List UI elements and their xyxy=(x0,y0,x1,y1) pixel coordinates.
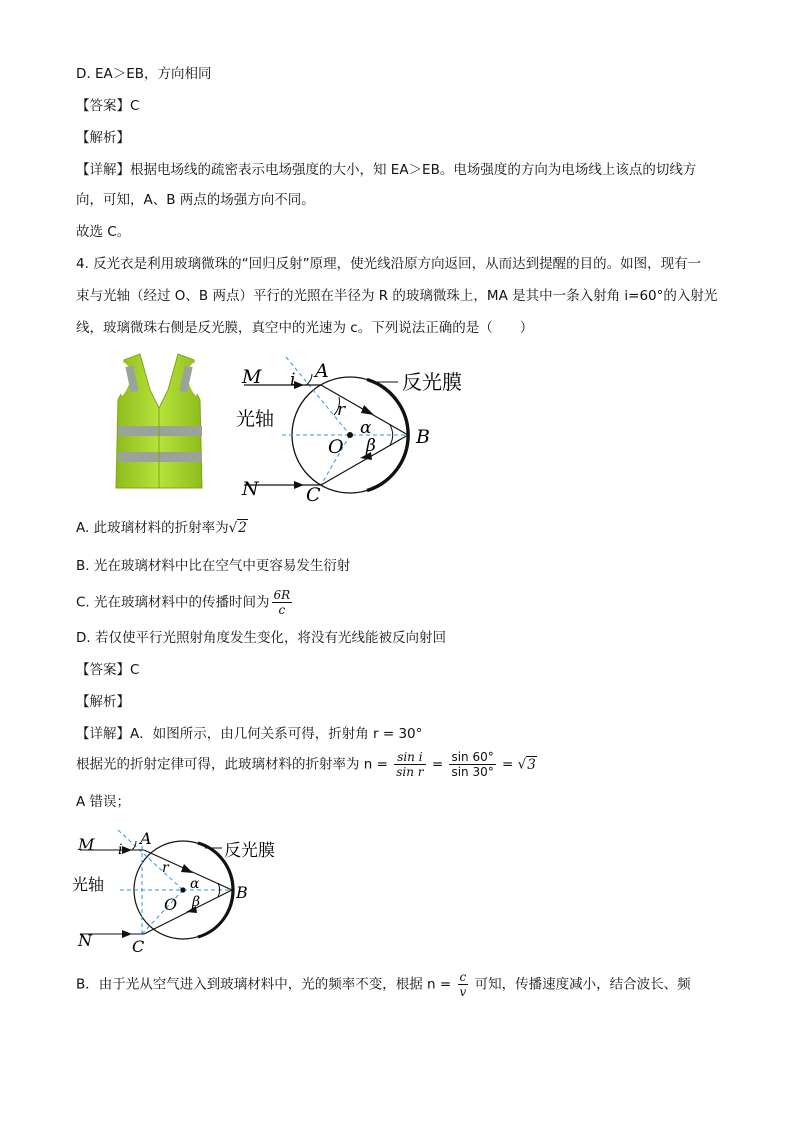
vest-illustration xyxy=(110,352,208,498)
label-b: B xyxy=(416,426,430,448)
label-i: i xyxy=(290,370,296,390)
label-c: C xyxy=(306,484,321,506)
label-axis-small: 光轴 xyxy=(72,875,105,894)
option-d: D. 若仅使平行光照射角度发生变化，将没有光线能被反向射回 xyxy=(76,630,446,646)
fraction-sin60-sin30: $\frac{\sin 60^\circ}{\sin 30^\circ}$ xyxy=(451,750,494,779)
fraction-sini-sinr: $\frac{\text{sin i}}{\text{sin r}}$ xyxy=(396,750,424,779)
detail-a-line2: 根据光的折射定律可得，此玻璃材料的折射率为 n = $\frac{\text{sin i}}{\text{sin r}}$ = $\frac{\sin 60^\circ}{\sin 30^\circ}$ = √3 xyxy=(76,750,536,779)
label-m: M xyxy=(242,366,262,388)
option-a xyxy=(76,518,248,538)
answer-prev: 【答案】C xyxy=(76,98,140,114)
label-b-small: B xyxy=(236,883,248,902)
a-wrong: A 错误； xyxy=(76,794,131,810)
label-film: 反光膜 xyxy=(402,370,462,394)
detail-b-text2: 可知，传播速度减小，结合波长、频 xyxy=(474,976,691,993)
label-axis: 光轴 xyxy=(236,408,275,430)
label-film-small: 反光膜 xyxy=(224,841,275,861)
retroreflection-diagram xyxy=(226,355,496,510)
label-n-small: N xyxy=(78,931,92,950)
detail-a-line2-text: 根据光的折射定律可得，此玻璃材料的折射率为 n = xyxy=(76,756,388,773)
analysis-heading-prev: 【解析】 xyxy=(76,130,130,146)
detail-b xyxy=(76,970,691,999)
label-beta: β xyxy=(366,436,376,456)
option-b: B. 光在玻璃材料中比在空气中更容易发生衍射 xyxy=(76,558,351,574)
label-o-small: O xyxy=(164,895,178,914)
label-alpha: α xyxy=(360,418,372,438)
option-c-text: C. 光在玻璃材料中的传播时间为 xyxy=(76,594,270,611)
conclusion-prev: 故选 C。 xyxy=(76,224,131,240)
label-m-small: M xyxy=(78,835,95,854)
analysis-heading: 【解析】 xyxy=(76,694,130,710)
label-beta-small: β xyxy=(192,894,201,910)
option-a-sqrt: √2 xyxy=(228,520,247,536)
result-sqrt: √3 xyxy=(517,756,536,773)
q4-stem-line2: 束与光轴（经过 O、B 两点）平行的光照在半径为 R 的玻璃微珠上，MA 是其中一条入射角 i=60°的入射光 xyxy=(76,288,718,304)
label-i-small: i xyxy=(118,842,123,858)
label-r: r xyxy=(337,400,346,420)
q4-stem-line3: 线，玻璃微珠右侧是反光膜，真空中的光速为 c。下列说法正确的是（ ） xyxy=(76,320,534,336)
label-n: N xyxy=(242,478,259,500)
label-a: A xyxy=(315,360,329,382)
label-o: O xyxy=(328,436,344,458)
detail-prev-line2: 向，可知，A、B 两点的场强方向不同。 xyxy=(76,192,315,208)
answer: 【答案】C xyxy=(76,662,140,678)
detail-a-line1: 【详解】A．如图所示，由几何关系可得，折射角 r = 30° xyxy=(76,726,423,742)
option-c xyxy=(76,588,294,617)
option-d-prev: D. EA＞EB，方向相同 xyxy=(76,66,212,82)
label-a-small: A xyxy=(140,829,152,848)
label-alpha-small: α xyxy=(190,876,200,892)
option-c-fraction: $\frac{6R}{c}$ xyxy=(273,588,291,617)
fraction-c-v: $\frac{c}{v}$ xyxy=(459,970,467,999)
q4-stem-line1: 4. 反光衣是利用玻璃微珠的“回归反射”原理，使光线沿原方向返回，从而达到提醒的目的。如图，现有一 xyxy=(76,256,702,272)
detail-prev-line1: 【详解】根据电场线的疏密表示电场强度的大小，知 EA＞EB。电场强度的方向为电场线上该点的切线方 xyxy=(76,162,697,178)
retroreflection-diagram-small xyxy=(72,828,302,958)
label-r-small: r xyxy=(162,860,169,876)
detail-b-text1: B．由于光从空气进入到玻璃材料中，光的频率不变，根据 n = xyxy=(76,976,452,993)
option-a-text: A. 此玻璃材料的折射率为 xyxy=(76,520,229,536)
label-c-small: C xyxy=(132,937,145,956)
